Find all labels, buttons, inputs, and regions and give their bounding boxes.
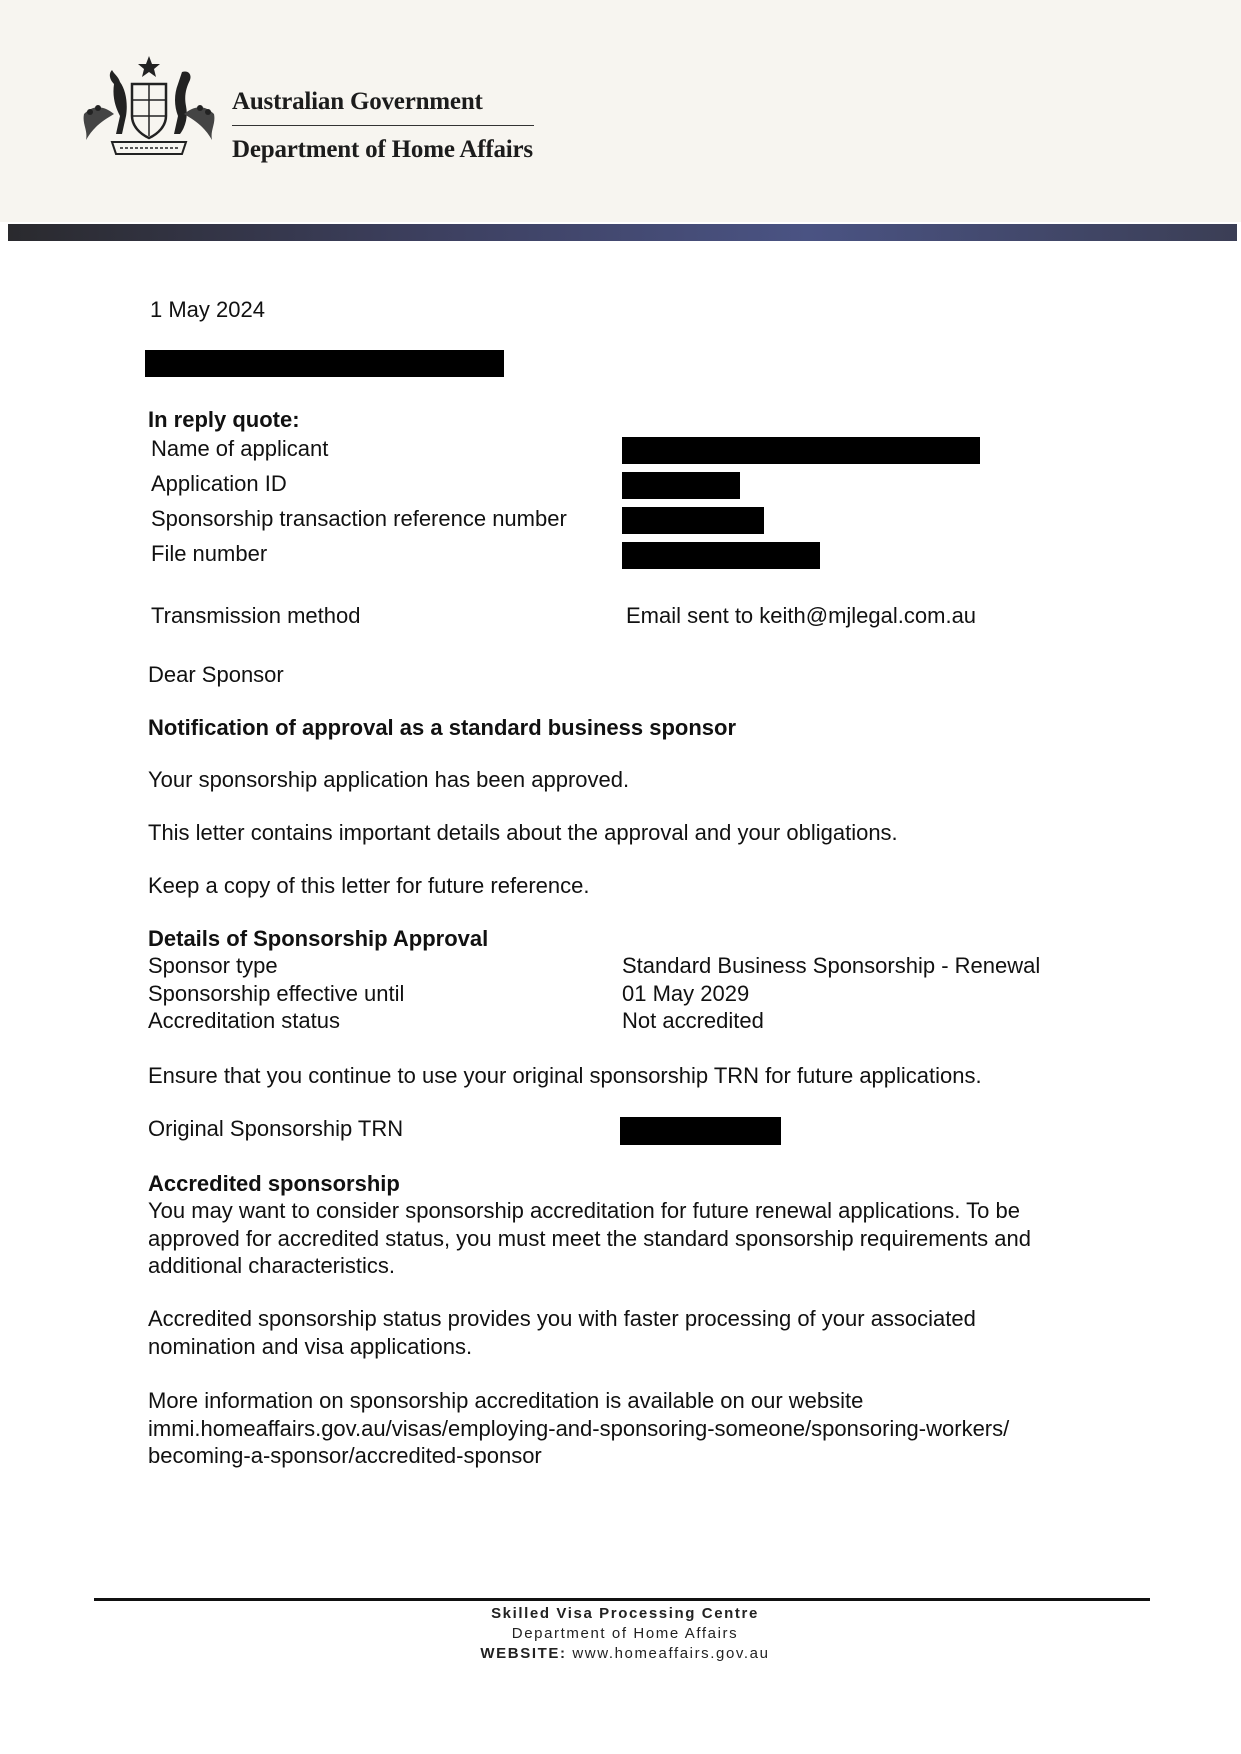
body-paragraph: Your sponsorship application has been approved. <box>148 767 630 792</box>
body-paragraph: This letter contains important details about the approval and your obligations. <box>148 820 898 845</box>
reply-quote-heading: In reply quote: <box>148 407 300 432</box>
organisation-name: Australian Government <box>232 88 483 115</box>
trn-note: Ensure that you continue to use your original sponsorship TRN for future applications. <box>148 1063 982 1088</box>
redacted-value <box>622 507 764 534</box>
redacted-addressee <box>145 350 504 377</box>
body-paragraph: Keep a copy of this letter for future reference. <box>148 873 590 898</box>
approval-label: Accreditation status <box>148 1008 340 1033</box>
footer-website-link[interactable]: www.homeaffairs.gov.au <box>572 1645 770 1662</box>
footer-website <box>420 1644 830 1663</box>
salutation: Dear Sponsor <box>148 662 284 687</box>
letterhead-divider <box>232 125 534 126</box>
redacted-value <box>622 437 980 464</box>
approval-value: Standard Business Sponsorship - Renewal <box>622 953 1041 978</box>
header-band <box>8 224 1237 241</box>
accreditation-website-link[interactable]: immi.homeaffairs.gov.au/visas/employing-and-sponsoring-someone/sponsoring-workers/ becoming-a-sponsor/accredited-sponsor <box>148 1415 1010 1468</box>
approval-value: 01 May 2029 <box>622 981 750 1006</box>
department-name: Department of Home Affairs <box>232 136 533 163</box>
approval-value: Not accredited <box>622 1008 764 1033</box>
accredited-info <box>148 1387 1088 1470</box>
accredited-paragraph: Accredited sponsorship status provides you with faster processing of your associated nomination and visa applications. <box>148 1306 976 1359</box>
reply-field-label: Sponsorship transaction reference number <box>151 506 567 531</box>
transmission-value: Email sent to keith@mjlegal.com.au <box>626 603 977 628</box>
approval-label: Sponsorship effective until <box>148 981 405 1006</box>
reply-field-label: File number <box>151 541 268 566</box>
letter-date: 1 May 2024 <box>150 297 265 322</box>
reply-field-label: Name of applicant <box>151 436 329 461</box>
accredited-paragraph: You may want to consider sponsorship accreditation for future renewal applications. To be approved for accredited status, you must meet the standard sponsorship requirements and additional characteristics. <box>148 1198 1031 1278</box>
approval-details-heading: Details of Sponsorship Approval <box>148 926 489 951</box>
footer-website-label: WEBSITE: <box>480 1645 567 1662</box>
redacted-trn <box>620 1117 781 1145</box>
original-trn-label: Original Sponsorship TRN <box>148 1116 404 1141</box>
footer-divider <box>94 1598 1150 1601</box>
coat-of-arms-icon <box>74 54 224 164</box>
accredited-heading: Accredited sponsorship <box>148 1171 400 1196</box>
redacted-value <box>622 542 820 569</box>
footer-department: Department of Home Affairs <box>511 1625 739 1642</box>
letter-subject: Notification of approval as a standard business sponsor <box>148 715 737 740</box>
reply-field-label: Application ID <box>151 471 287 496</box>
footer-centre: Skilled Visa Processing Centre <box>491 1605 759 1622</box>
redacted-value <box>622 472 740 499</box>
transmission-label: Transmission method <box>151 603 361 628</box>
approval-label: Sponsor type <box>148 953 278 978</box>
accredited-info-text: More information on sponsorship accreditation is available on our website <box>148 1388 864 1413</box>
